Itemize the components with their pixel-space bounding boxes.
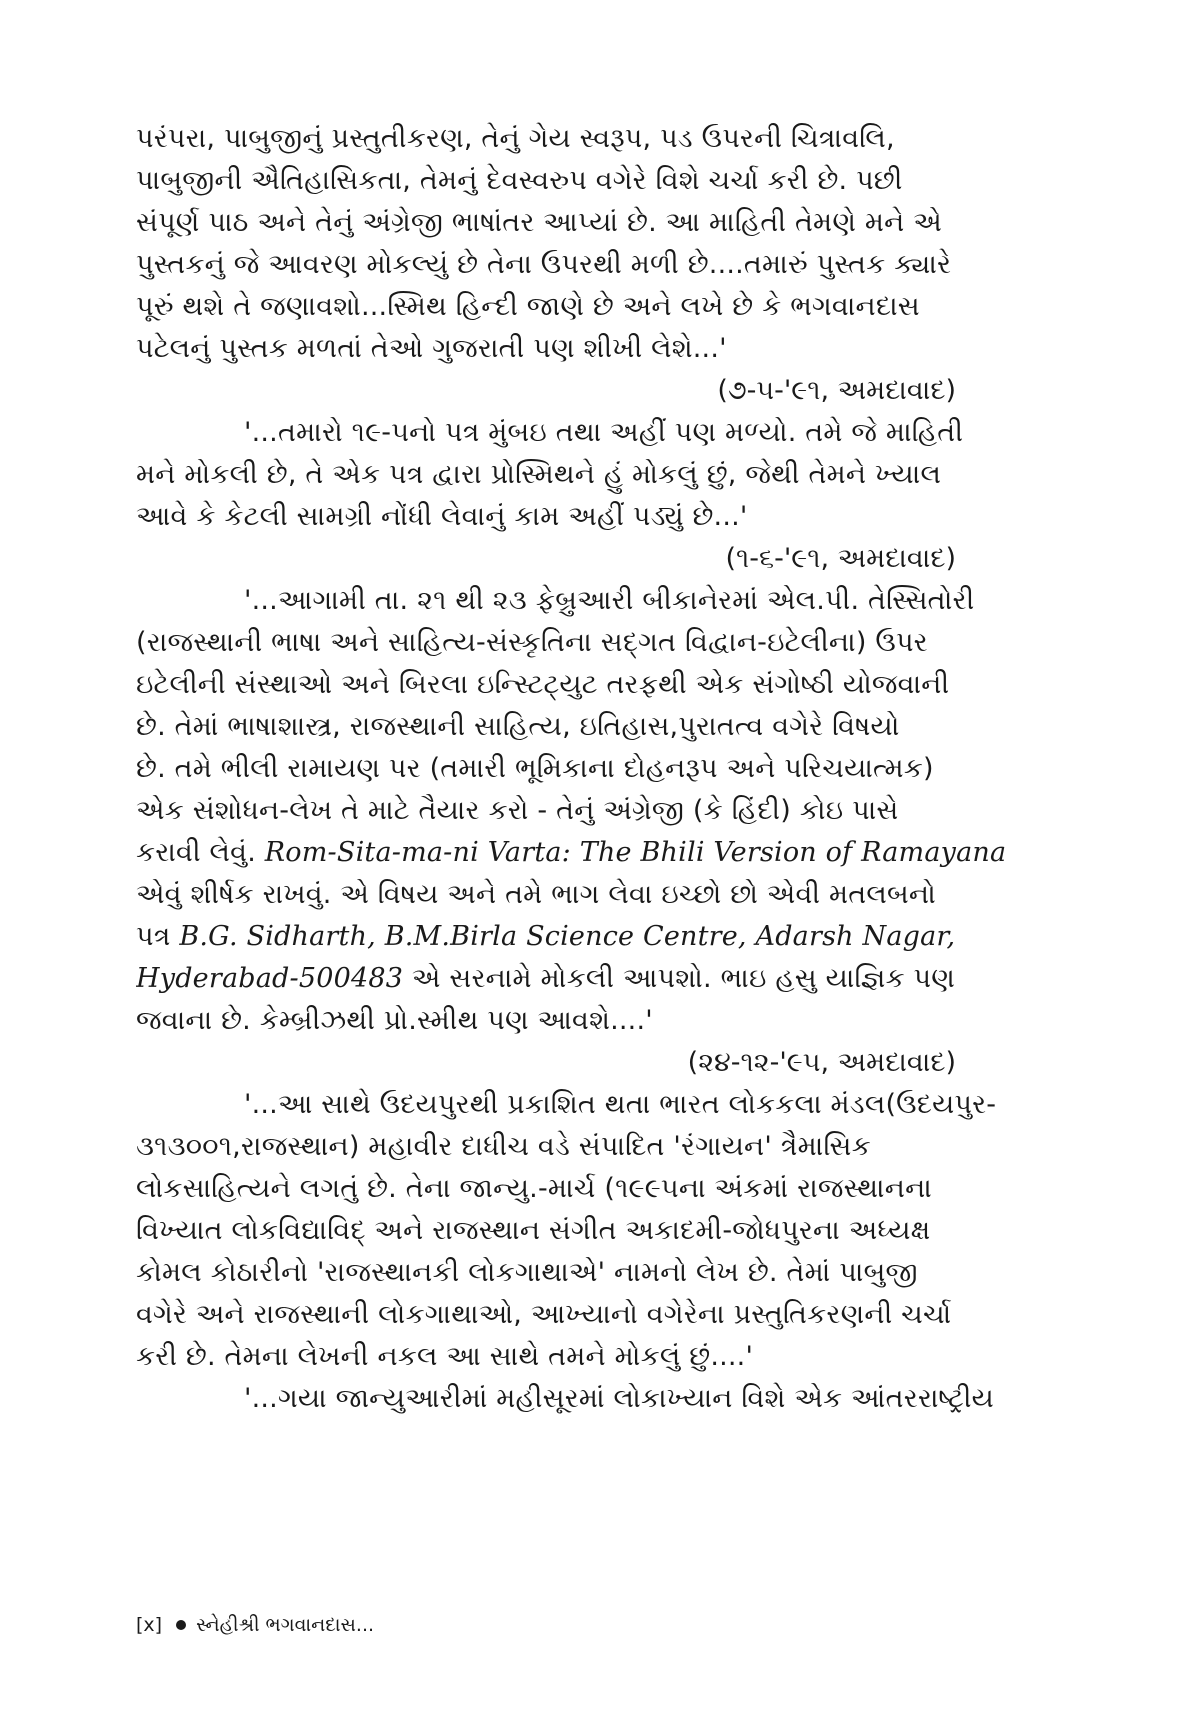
text-fragment: એ સરનામે મોકલી આપશો. ભાઇ હસુ યાજ્ઞિક પણ [403,963,956,994]
text-line: '...આગામી તા. ૨૧ થી ૨૩ ફેબ્રુઆરી બીકાનેરમાં એલ.પી. તેસ્સિતોરી [244,585,975,616]
english-title: Rom-Sita-ma-ni Varta: The Bhili Version of Ramayana [264,837,1007,868]
letter-date: (૨૪-૧૨-'૯૫, અમદાવાદ) [687,1047,956,1078]
text-line: (રાજસ્થાની ભાષા અને સાહિત્ય-સંસ્કૃતિના સદ્‌ગત વિદ્વાન-ઇટેલીના) ઉપર [136,627,928,658]
text-line: ઇટેલીની સંસ્થાઓ અને બિરલા ઇન્સ્ટિટ્યુટ તરફથી એક સંગોષ્ઠી યોજવાની [136,669,950,700]
page-body [136,118,1056,1420]
text-line: પટેલનું પુસ્તક મળતાં તેઓ ગુજરાતી પણ શીખી લેશે...' [136,333,727,364]
text-line: લોકસાહિત્યને લગતું છે. તેના જાન્યુ.-માર્ચ (૧૯૯૫ના અંકમાં રાજસ્થાનના [136,1173,932,1204]
bullet-icon [176,1620,186,1630]
text-line [136,916,1056,958]
text-line: '...ગયા જાન્યુઆરીમાં મહીસૂરમાં લોકાખ્યાન વિશે એક આંતરરાષ્ટ્રીય [244,1383,994,1414]
text-fragment: કરાવી લેવું. [136,837,265,868]
page-footer [136,1614,374,1636]
text-line: ૩૧૩૦૦૧,રાજસ્થાન) મહાવીર દાધીચ વડે સંપાદિત 'રંગાયન' ત્રૈમાસિક [136,1131,871,1162]
text-line: પરંપરા, પાબુજીનું પ્રસ્તુતીકરણ, તેનું ગેય સ્વરૂપ, પડ ઉપરની ચિત્રાવલિ, [136,123,895,154]
running-title: સ્નેહીશ્રી ભગવાનદાસ... [196,1614,375,1636]
text-fragment: પત્ર [136,921,180,952]
letter-date: (૧-૬-'૯૧, અમદાવાદ) [725,543,956,574]
english-address: B.G. Sidharth, B.M.Birla Science Centre, Adarsh Nagar, [179,921,956,952]
text-line: કરી છે. તેમના લેખની નકલ આ સાથે તમને મોકલું છું....' [136,1341,754,1372]
page-number: [x] [136,1614,163,1636]
text-line [136,832,1056,874]
text-line: જવાના છે. કેમ્બ્રીઝથી પ્રો.સ્મીથ પણ આવશે....' [136,1005,653,1036]
text-line: એવું શીર્ષક રાખવું. એ વિષય અને તમે ભાગ લેવા ઇચ્છો છો એવી મતલબનો [136,879,936,910]
letter-date: (૭-૫-'૯૧, અમદાવાદ) [717,375,956,406]
text-line: એક સંશોધન-લેખ તે માટે તૈયાર કરો - તેનું અંગ્રેજી (કે હિંદી) કોઇ પાસે [136,795,899,826]
text-line: આવે કે કેટલી સામગ્રી નોંધી લેવાનું કામ અહીં પડ્યું છે...' [136,501,748,532]
text-line: સંપૂર્ણ પાઠ અને તેનું અંગ્રેજી ભાષાંતર આપ્યાં છે. આ માહિતી તેમણે મને એ [136,207,942,238]
text-line: પુસ્તકનું જે આવરણ મોકલ્યું છે તેના ઉપરથી મળી છે....તમારું પુસ્તક ક્યારે [136,249,952,280]
text-line: '...આ સાથે ઉદયપુરથી પ્રકાશિત થતા ભારત લોકકલા મંડલ(ઉદયપુર- [244,1089,997,1120]
text-line: વગેરે અને રાજસ્થાની લોકગાથાઓ, આખ્યાનો વગેરેના પ્રસ્તુતિકરણની ચર્ચા [136,1299,952,1330]
text-line: કોમલ કોઠારીનો 'રાજસ્થાનકી લોકગાથાએ' નામનો લેખ છે. તેમાં પાબુજી [136,1257,918,1288]
english-address: Hyderabad-500483 [136,963,404,994]
text-line [136,958,1056,1000]
text-line: મને મોકલી છે, તે એક પત્ર દ્વારા પ્રોસ્મિથને હું મોકલું છું, જેથી તેમને ખ્યાલ [136,459,942,490]
text-line: છે. તેમાં ભાષાશાસ્ત્ર, રાજસ્થાની સાહિત્ય, ઇતિહાસ,પુરાતત્વ વગેરે વિષયો [136,711,900,742]
text-line: '...તમારો ૧૯-૫નો પત્ર મુંબઇ તથા અહીં પણ મળ્યો. તમે જે માહિતી [244,417,964,448]
text-line: પૂરું થશે તે જણાવશો...સ્મિથ હિન્દી જાણે છે અને લખે છે કે ભગવાનદાસ [136,291,920,322]
text-line: છે. તમે ભીલી રામાયણ પર (તમારી ભૂમિકાના દોહનરૂપ અને પરિચયાત્મક) [136,753,934,784]
text-line: પાબુજીની ઐતિહાસિકતા, તેમનું દેવસ્વરુપ વગેરે વિશે ચર્ચા કરી છે. પછી [136,165,903,196]
text-line: વિખ્યાત લોકવિદ્યાવિદ્ અને રાજસ્થાન સંગીત અકાદમી-જોધપુરના અધ્યક્ષ [136,1215,931,1246]
